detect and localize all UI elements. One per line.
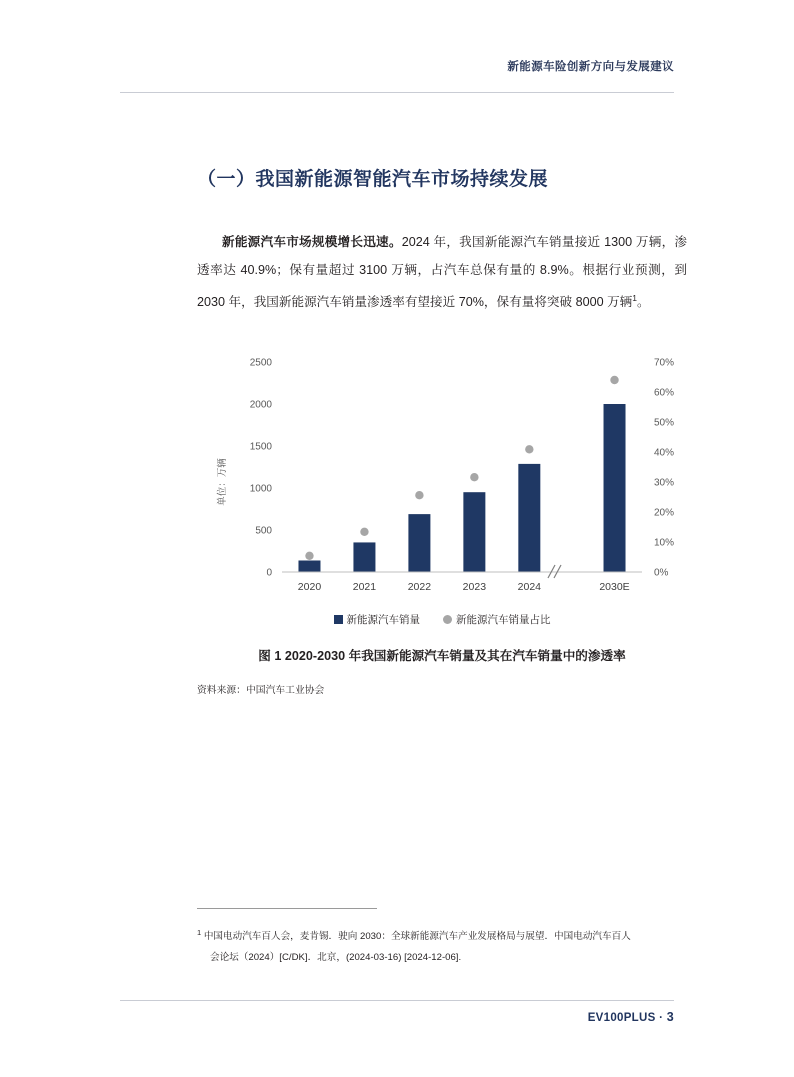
footnote-line-2: 会论坛（2024）[C/DK]．北京，(2024-03-16) [2024-12-06].	[210, 952, 462, 964]
svg-text:20%: 20%	[654, 507, 675, 519]
x-axis-labels	[298, 581, 630, 593]
svg-text:1500: 1500	[249, 441, 272, 453]
footnote-divider	[197, 908, 377, 909]
chart-points	[305, 376, 618, 560]
footer-separator: ·	[659, 1012, 664, 1024]
point-2021	[360, 528, 368, 536]
footnote-line-1: 中国电动汽车百人会，麦肯锡．驶向 2030：全球新能源汽车产业发展格局与展望．中国电动汽车百人	[203, 931, 631, 943]
bar-2020	[298, 560, 320, 572]
svg-text:40%: 40%	[654, 447, 675, 459]
paragraph-lead: 新能源汽车市场规模增长迅速。	[222, 235, 402, 249]
legend-item-bar	[334, 614, 421, 626]
svg-text:1000: 1000	[249, 483, 272, 495]
legend-label-point: 新能源汽车销量占比	[455, 614, 551, 626]
body-paragraph	[197, 228, 687, 316]
figure-caption: 图 1 2020-2030 年我国新能源汽车销量及其在汽车销量中的渗透率	[258, 649, 626, 663]
x-label-2024: 2024	[517, 581, 542, 593]
legend-item-point	[443, 614, 551, 626]
chart-svg	[197, 352, 687, 632]
bar-2022	[408, 514, 430, 572]
svg-text:10%: 10%	[654, 537, 675, 549]
footnote-text	[197, 922, 677, 968]
bar-2021	[353, 542, 375, 572]
page-footer	[120, 1010, 674, 1024]
x-label-2020: 2020	[297, 581, 322, 593]
bar-2023	[463, 492, 485, 572]
footnote-reference: 1	[632, 293, 637, 303]
y-axis-left-ticks	[250, 358, 273, 579]
point-2024	[525, 445, 533, 453]
header-divider	[120, 92, 674, 93]
y-axis-title: 单位：万辆	[217, 458, 228, 506]
point-2030E	[610, 376, 618, 384]
x-label-2022: 2022	[407, 581, 432, 593]
svg-text:0%: 0%	[654, 567, 669, 579]
svg-text:0: 0	[266, 567, 272, 579]
section-heading: （一）我国新能源智能汽车市场持续发展	[197, 169, 549, 190]
x-label-2030E: 2030E	[599, 581, 630, 593]
y-axis-right-ticks	[654, 358, 674, 579]
svg-text:30%: 30%	[654, 477, 675, 489]
point-2023	[470, 473, 478, 481]
footnote-marker: 1	[197, 928, 202, 937]
legend-swatch-point-icon	[443, 615, 452, 624]
point-2020	[305, 552, 313, 560]
footer-brand: EV100PLUS	[587, 1012, 656, 1024]
bar-2024	[518, 464, 540, 572]
x-label-2023: 2023	[462, 581, 487, 593]
paragraph-tail: 。	[637, 295, 650, 310]
svg-text:2500: 2500	[249, 357, 272, 369]
x-label-2021: 2021	[352, 581, 377, 593]
bar-2030E	[604, 404, 626, 572]
svg-text:70%: 70%	[654, 357, 675, 369]
page-number: 3	[666, 1010, 674, 1024]
svg-text:500: 500	[255, 525, 272, 537]
footer-divider	[120, 1000, 674, 1001]
svg-text:50%: 50%	[654, 417, 675, 429]
point-2022	[415, 491, 423, 499]
chart-bars	[298, 404, 625, 572]
chart-legend	[197, 612, 687, 627]
svg-text:60%: 60%	[654, 387, 675, 399]
legend-label-bar: 新能源汽车销量	[346, 614, 421, 626]
figure-source: 资料来源：中国汽车工业协会	[197, 685, 325, 696]
legend-swatch-bar-icon	[334, 615, 343, 624]
figure-chart	[197, 352, 687, 632]
running-header: 新能源车险创新方向与发展建议	[507, 61, 674, 73]
svg-text:2000: 2000	[249, 399, 272, 411]
paragraph-rest: 2024 年，我国新能源汽车销量接近 1300 万辆，渗透率达 40.9%；保有量超过 3100 万辆，占汽车总保有量的 8.9%。根据行业预测，到 2030 年，我国新能源汽车销量渗透率有望接近 70%，保有量将突破 8000 万辆	[197, 235, 687, 310]
